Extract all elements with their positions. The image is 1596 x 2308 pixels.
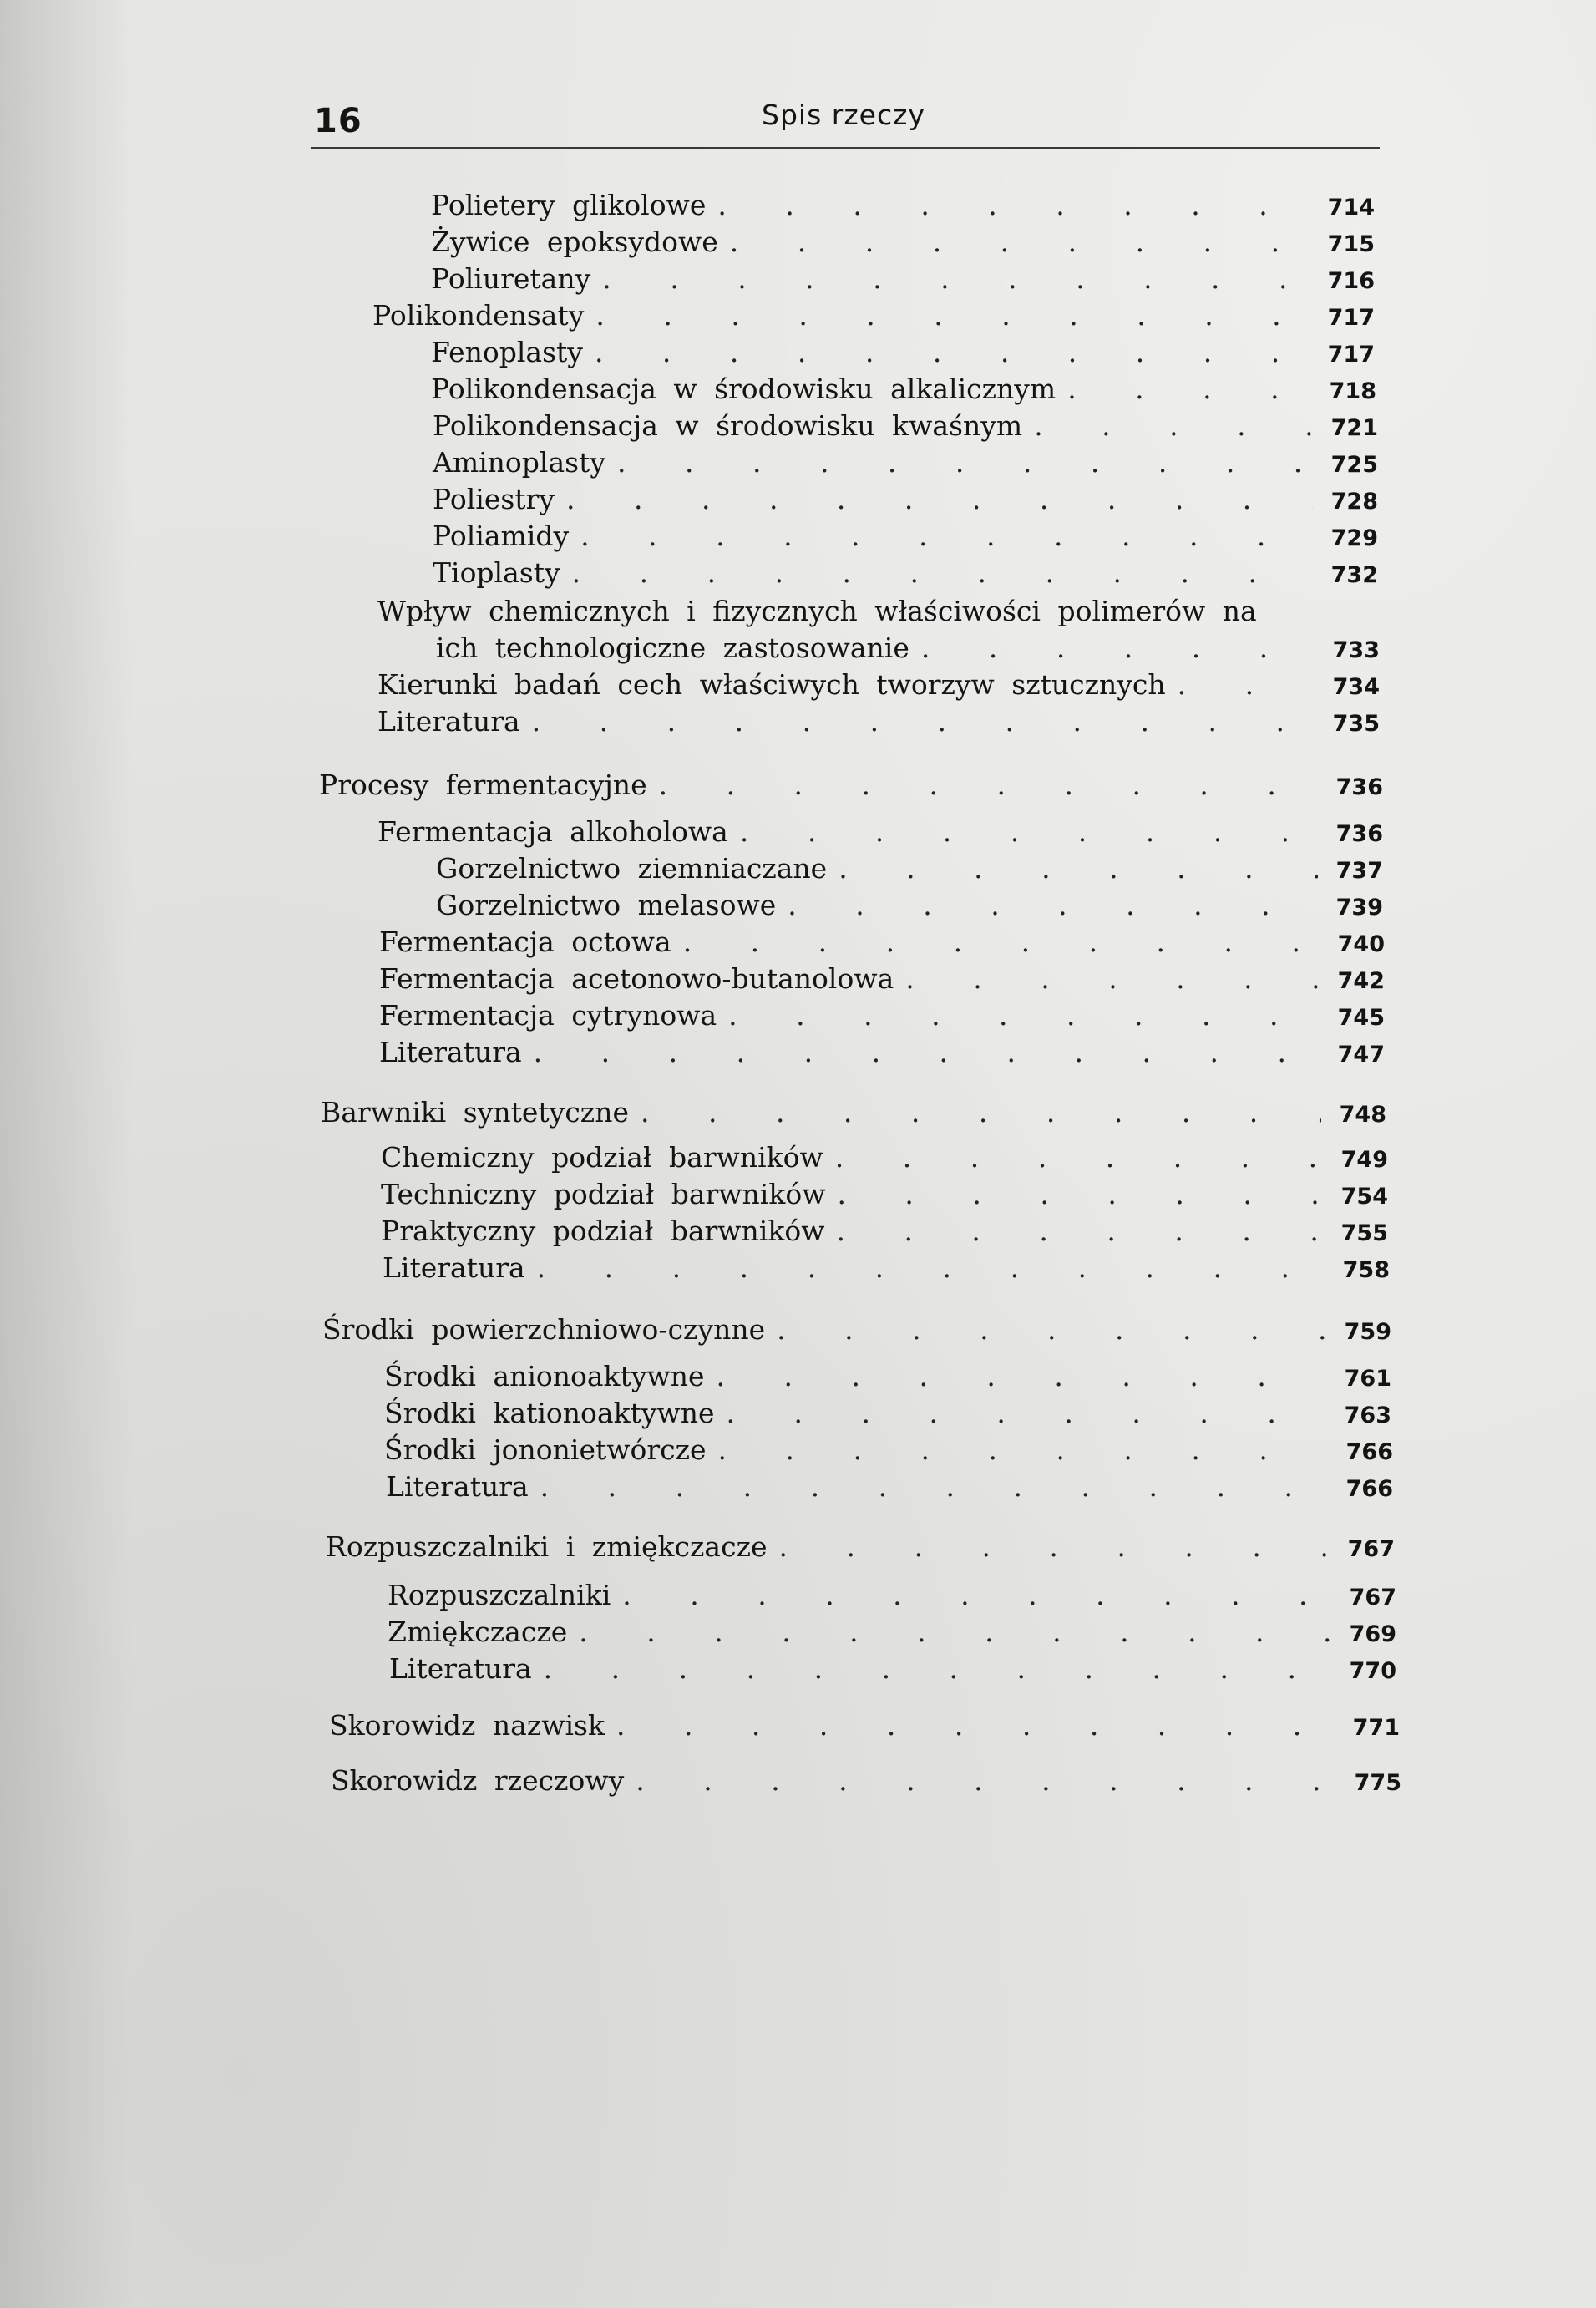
toc-entry-page: 767 bbox=[1347, 1536, 1395, 1562]
toc-entry-label: Polikondensacja w środowisku alkalicznym bbox=[431, 373, 1056, 405]
dot-leader bbox=[740, 815, 1318, 848]
dot-leader bbox=[717, 189, 1310, 221]
toc-entry-page: 717 bbox=[1327, 305, 1375, 331]
toc-entry bbox=[431, 373, 1376, 411]
dot-leader bbox=[779, 1530, 1330, 1563]
toc-entry bbox=[433, 446, 1378, 484]
toc-entry bbox=[377, 705, 1380, 743]
toc-entry-label: Fermentacja octowa bbox=[379, 926, 671, 958]
toc-entry-page: 754 bbox=[1340, 1184, 1388, 1210]
toc-entry bbox=[326, 1530, 1395, 1569]
dot-leader bbox=[1178, 668, 1315, 701]
toc-entry-label: Literatura bbox=[383, 1251, 525, 1284]
dot-leader bbox=[580, 520, 1313, 552]
toc-entry-page: 747 bbox=[1337, 1042, 1385, 1068]
toc-entry bbox=[322, 1313, 1391, 1352]
toc-entry bbox=[381, 1178, 1388, 1216]
toc-entry-label: Fenoplasty bbox=[431, 336, 583, 368]
toc-entry bbox=[431, 262, 1375, 301]
dot-leader bbox=[1067, 373, 1311, 405]
toc-entry bbox=[433, 483, 1378, 521]
dot-leader bbox=[728, 999, 1320, 1032]
dot-leader bbox=[595, 299, 1310, 332]
toc-entry-label: Skorowidz rzeczowy bbox=[331, 1764, 625, 1797]
toc-entry-label: Gorzelnictwo ziemniaczane bbox=[436, 852, 828, 885]
dot-leader bbox=[1034, 409, 1313, 442]
toc-entry-continuation: ich technologiczne zastosowanie bbox=[436, 632, 909, 664]
toc-entry bbox=[384, 1360, 1391, 1398]
toc-entry-page: 770 bbox=[1349, 1658, 1396, 1684]
toc-entry bbox=[436, 889, 1383, 927]
toc-entry bbox=[436, 852, 1383, 890]
toc-entry-page: 769 bbox=[1349, 1621, 1396, 1647]
toc-entry bbox=[386, 1470, 1393, 1509]
toc-entry-page: 736 bbox=[1335, 821, 1383, 847]
toc-entry-label: Środki jononietwórcze bbox=[384, 1433, 707, 1466]
toc-entry-page: 755 bbox=[1340, 1220, 1388, 1246]
toc-entry bbox=[431, 336, 1375, 374]
toc-entry-label: Techniczny podział barwników bbox=[381, 1178, 826, 1210]
toc-entry-page: 766 bbox=[1345, 1476, 1393, 1502]
dot-leader bbox=[579, 1616, 1331, 1648]
toc-entry-page: 718 bbox=[1329, 378, 1376, 404]
dot-leader bbox=[730, 226, 1310, 258]
toc-entry-label: Literatura bbox=[377, 705, 520, 738]
toc-entry-page: 732 bbox=[1330, 562, 1378, 588]
toc-entry-page: 735 bbox=[1332, 711, 1380, 737]
dot-leader bbox=[659, 768, 1318, 801]
toc-entry-label: Fermentacja alkoholowa bbox=[377, 815, 728, 848]
toc-entry bbox=[384, 1433, 1393, 1472]
toc-entry-label: Poliestry bbox=[433, 483, 555, 515]
dot-leader bbox=[839, 852, 1318, 885]
toc-entry-label: Praktyczny podział barwników bbox=[381, 1215, 825, 1247]
toc-entry-page: 715 bbox=[1327, 231, 1375, 257]
toc-entry-label: Literatura bbox=[379, 1036, 522, 1068]
dot-leader bbox=[572, 556, 1313, 589]
toc-entry-label: Poliuretany bbox=[431, 262, 591, 295]
toc-entry-page: 717 bbox=[1327, 342, 1375, 368]
toc-entry-label: Skorowidz nazwisk bbox=[329, 1709, 605, 1742]
toc-entry-page: 759 bbox=[1344, 1319, 1391, 1345]
toc-entry bbox=[381, 1141, 1388, 1179]
toc-entry-page: 775 bbox=[1354, 1770, 1401, 1796]
toc-entry-page: 742 bbox=[1337, 968, 1385, 994]
toc-entry-page: 725 bbox=[1330, 452, 1378, 478]
dot-leader bbox=[540, 1470, 1328, 1503]
toc-entry-label: Rozpuszczalniki i zmiękczacze bbox=[326, 1530, 768, 1563]
dot-leader bbox=[905, 962, 1320, 995]
toc-entry bbox=[379, 962, 1385, 1001]
toc-entry bbox=[321, 1096, 1386, 1134]
dot-leader bbox=[622, 1579, 1331, 1611]
dot-leader bbox=[788, 889, 1318, 921]
toc-entry-page: 714 bbox=[1327, 195, 1375, 221]
toc-entry-page: 728 bbox=[1330, 489, 1378, 515]
toc-entry-label: Zmiękczacze bbox=[388, 1616, 568, 1648]
toc-entry bbox=[379, 1036, 1385, 1074]
toc-entry-page: 736 bbox=[1335, 774, 1383, 800]
toc-entry-label: Żywice epoksydowe bbox=[431, 226, 718, 258]
toc-entry bbox=[433, 556, 1378, 595]
toc-entry-page: 733 bbox=[1332, 637, 1380, 663]
toc-entry bbox=[329, 1709, 1400, 1747]
running-title: Spis rzeczy bbox=[762, 99, 925, 131]
dot-leader bbox=[921, 632, 1315, 664]
dot-leader bbox=[537, 1251, 1325, 1284]
toc-entry bbox=[384, 1397, 1391, 1435]
toc-entry-page: 771 bbox=[1352, 1715, 1400, 1741]
toc-entry bbox=[377, 815, 1383, 854]
dot-leader bbox=[683, 926, 1320, 958]
toc-entry-page: 748 bbox=[1339, 1102, 1386, 1128]
toc-entry-page: 745 bbox=[1337, 1005, 1385, 1031]
dot-leader bbox=[616, 1709, 1335, 1742]
dot-leader bbox=[717, 1360, 1327, 1392]
toc-entry-page: 749 bbox=[1340, 1147, 1388, 1173]
toc-entry bbox=[433, 520, 1378, 558]
toc-entry-page: 729 bbox=[1330, 525, 1378, 551]
toc-entry bbox=[331, 1764, 1401, 1803]
toc-entry-label: Aminoplasty bbox=[433, 446, 605, 479]
toc-entry-page: 767 bbox=[1349, 1585, 1396, 1611]
toc-entry-label: Tioplasty bbox=[433, 556, 560, 589]
toc-entry bbox=[431, 189, 1375, 227]
toc-entry-label: Procesy fermentacyjne bbox=[319, 768, 647, 801]
toc-entry-label: Literatura bbox=[386, 1470, 529, 1503]
toc-entry-label: Środki powierzchniowo-czynne bbox=[322, 1313, 766, 1346]
dot-leader bbox=[595, 336, 1310, 368]
toc-entry bbox=[377, 668, 1380, 707]
dot-leader bbox=[835, 1141, 1323, 1174]
dot-leader bbox=[636, 1764, 1336, 1797]
toc-entry bbox=[379, 999, 1385, 1037]
toc-entry-label: Fermentacja acetonowo-butanolowa bbox=[379, 962, 894, 995]
toc-entry bbox=[431, 226, 1375, 264]
toc-entry-label: Kierunki badań cech właściwych tworzyw sztucznych bbox=[377, 668, 1166, 701]
toc-entry-page: 734 bbox=[1332, 674, 1380, 700]
toc-entry-page: 737 bbox=[1335, 858, 1383, 884]
toc-entry bbox=[379, 926, 1385, 964]
dot-leader bbox=[534, 1036, 1320, 1068]
dot-leader bbox=[532, 705, 1315, 738]
toc-entry-label: Barwniki syntetyczne bbox=[321, 1096, 629, 1129]
page-number: 16 bbox=[314, 102, 362, 140]
toc-entry bbox=[319, 768, 1383, 807]
toc-entry-page: 763 bbox=[1344, 1403, 1391, 1428]
dot-leader bbox=[718, 1433, 1328, 1466]
toc-entry-label: Rozpuszczalniki bbox=[388, 1579, 611, 1611]
toc-entry-page: 721 bbox=[1330, 415, 1378, 441]
toc-entry-label: Wpływ chemicznych i fizycznych właściwości polimerów na bbox=[377, 595, 1257, 627]
toc-entry-label: Gorzelnictwo melasowe bbox=[436, 889, 777, 921]
toc-entry-page: 758 bbox=[1342, 1257, 1390, 1283]
toc-entry-label: Polikondensacja w środowisku kwaśnym bbox=[433, 409, 1023, 442]
toc-entry-label: Polietery glikolowe bbox=[431, 189, 707, 221]
toc-entry bbox=[388, 1616, 1396, 1654]
toc-entry-label: Środki anionoaktywne bbox=[384, 1360, 705, 1392]
toc-entry bbox=[381, 1215, 1388, 1253]
toc-entry-page: 740 bbox=[1337, 931, 1385, 957]
toc-entry-label: Polikondensaty bbox=[372, 299, 585, 332]
toc-entry bbox=[383, 1251, 1390, 1290]
toc-entry bbox=[372, 299, 1375, 337]
toc-entry bbox=[436, 632, 1380, 670]
toc-entry-label: Poliamidy bbox=[433, 520, 570, 552]
toc-entry bbox=[433, 409, 1378, 448]
dot-leader bbox=[544, 1652, 1331, 1685]
dot-leader bbox=[837, 1178, 1323, 1210]
toc-entry-label: Literatura bbox=[389, 1652, 532, 1685]
toc-entry-page: 761 bbox=[1344, 1366, 1391, 1392]
dot-leader bbox=[777, 1313, 1326, 1346]
dot-leader bbox=[836, 1215, 1323, 1247]
dot-leader bbox=[727, 1397, 1327, 1429]
dot-leader bbox=[602, 262, 1310, 295]
toc-entry bbox=[389, 1652, 1396, 1691]
dot-leader bbox=[641, 1096, 1321, 1129]
toc-entry-page: 716 bbox=[1327, 268, 1375, 294]
toc-entry-label: Chemiczny podział barwników bbox=[381, 1141, 823, 1174]
dot-leader bbox=[617, 446, 1313, 479]
toc-entry bbox=[388, 1579, 1396, 1617]
toc-entry-page: 766 bbox=[1345, 1439, 1393, 1465]
dot-leader bbox=[566, 483, 1313, 515]
toc-entry-page: 739 bbox=[1335, 895, 1383, 921]
toc-entry-label: Środki kationoaktywne bbox=[384, 1397, 715, 1429]
toc-entry-label: Fermentacja cytrynowa bbox=[379, 999, 717, 1032]
